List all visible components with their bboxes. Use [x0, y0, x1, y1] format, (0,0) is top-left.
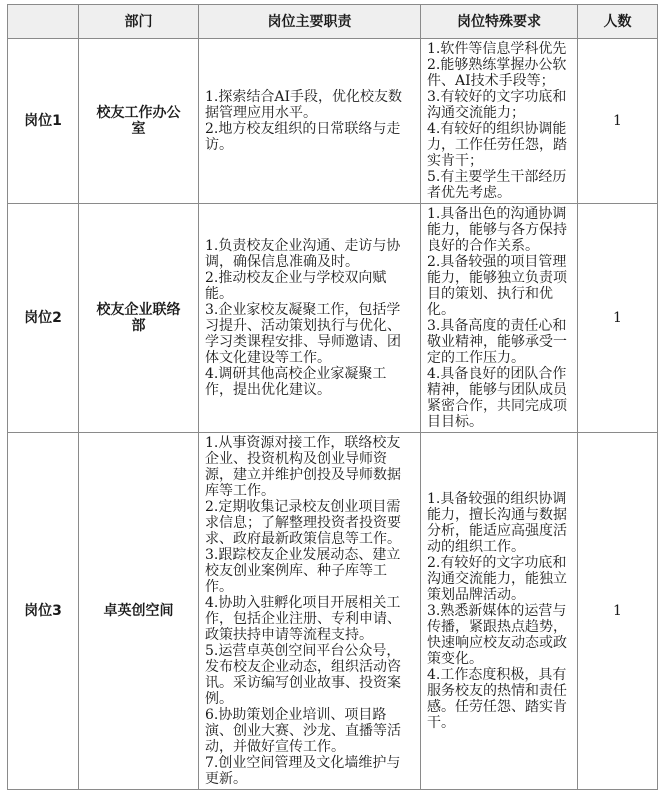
duty-item: 5.运营卓英创空间平台公众号，发布校友企业动态，组织活动咨讯。采访编写创业故事、投资案例。 [205, 643, 401, 707]
position-cell: 岗位2 [8, 204, 79, 433]
table-row [8, 433, 658, 790]
header-requirements: 岗位特殊要求 [421, 5, 578, 39]
requirement-item: 3.熟悉新媒体的运营与传播，紧跟热点趋势，快速响应校友动态或政策变化。 [427, 603, 567, 667]
position-cell: 岗位1 [8, 39, 79, 204]
duty-item: 4.调研其他高校企业家凝聚工作，提出优化建议。 [205, 366, 387, 398]
requirement-item: 3.具备高度的责任心和敬业精神，能够承受一定的工作压力。 [427, 318, 567, 366]
table-header-row [8, 5, 658, 39]
header-department: 部门 [79, 5, 199, 39]
requirement-item: 5.有主要学生干部经历者优先考虑。 [427, 169, 567, 201]
duty-item: 3.企业家校友凝聚工作，包括学习提升、活动策划执行与优化、学习类课程安排、导师邀请、团体文化建设等工作。 [205, 302, 401, 366]
duty-item: 1.从事资源对接工作，联络校友企业、投资机构及创业导师资源，建立并维护创投及导师数据库等工作。 [205, 435, 401, 499]
requirement-item: 1.具备较强的组织协调能力，擅长沟通与数据分析，能适应高强度活动的组织工作。 [427, 491, 567, 555]
duty-item: 4.协助入驻孵化项目开展相关工作，包括企业注册、专利申请、政策扶持申请等流程支持。 [205, 595, 401, 643]
requirement-item: 4.工作态度积极，具有服务校友的热情和责任感。任劳任怨、踏实肯干。 [427, 667, 567, 731]
requirement-item: 4.具备良好的团队合作精神，能够与团队成员紧密合作，共同完成项目目标。 [427, 366, 567, 430]
requirements-cell [421, 433, 578, 790]
duty-item: 2.地方校友组织的日常联络与走访。 [205, 121, 401, 153]
department-cell: 卓英创空间 [79, 433, 199, 790]
department-cell: 校友工作办公室 [79, 39, 199, 204]
requirement-item: 1.具备出色的沟通协调能力，能够与各方保持良好的合作关系。 [427, 206, 567, 254]
headcount-cell: 1 [578, 433, 658, 790]
headcount-cell: 1 [578, 39, 658, 204]
duty-item: 2.定期收集记录校友创业项目需求信息；了解整理投资者投资要求、政府最新政策信息等工作。 [205, 499, 401, 547]
duties-cell [199, 204, 421, 433]
table-row [8, 39, 658, 204]
requirement-item: 1.软件等信息学科优先 [427, 41, 567, 57]
requirement-item: 4.有较好的组织协调能力，工作任劳任怨，踏实肯干； [427, 121, 567, 169]
duty-item: 3.跟踪校友企业发展动态、建立校友创业案例库、种子库等工作。 [205, 547, 401, 595]
requirements-cell [421, 204, 578, 433]
duty-item: 1.负责校友企业沟通、走访与协调，确保信息准确及时。 [205, 238, 401, 270]
duty-item: 1.探索结合AI手段，优化校友数据管理应用水平。 [205, 89, 402, 121]
header-duties: 岗位主要职责 [199, 5, 421, 39]
duty-item: 2.推动校友企业与学校双向赋能。 [205, 270, 387, 302]
requirements-cell [421, 39, 578, 204]
header-position-blank [8, 5, 79, 39]
headcount-cell: 1 [578, 204, 658, 433]
duties-cell [199, 433, 421, 790]
positions-table [7, 4, 658, 790]
duty-item: 6.协助策划企业培训、项目路演、创业大赛、沙龙、直播等活动，并做好宣传工作。 [205, 707, 401, 755]
requirement-item: 2.有较好的文字功底和沟通交流能力，能独立策划品牌活动。 [427, 555, 567, 603]
requirement-item: 2.具备较强的项目管理能力，能够独立负责项目的策划、执行和优化。 [427, 254, 567, 318]
requirement-item: 2.能够熟练掌握办公软件、AI技术手段等； [427, 57, 567, 89]
position-cell: 岗位3 [8, 433, 79, 790]
duty-item: 7.创业空间管理及文化墙维护与更新。 [205, 755, 401, 787]
department-cell: 校友企业联络部 [79, 204, 199, 433]
header-headcount: 人数 [578, 5, 658, 39]
requirement-item: 3.有较好的文字功底和沟通交流能力； [427, 89, 567, 121]
table-row [8, 204, 658, 433]
duties-cell [199, 39, 421, 204]
